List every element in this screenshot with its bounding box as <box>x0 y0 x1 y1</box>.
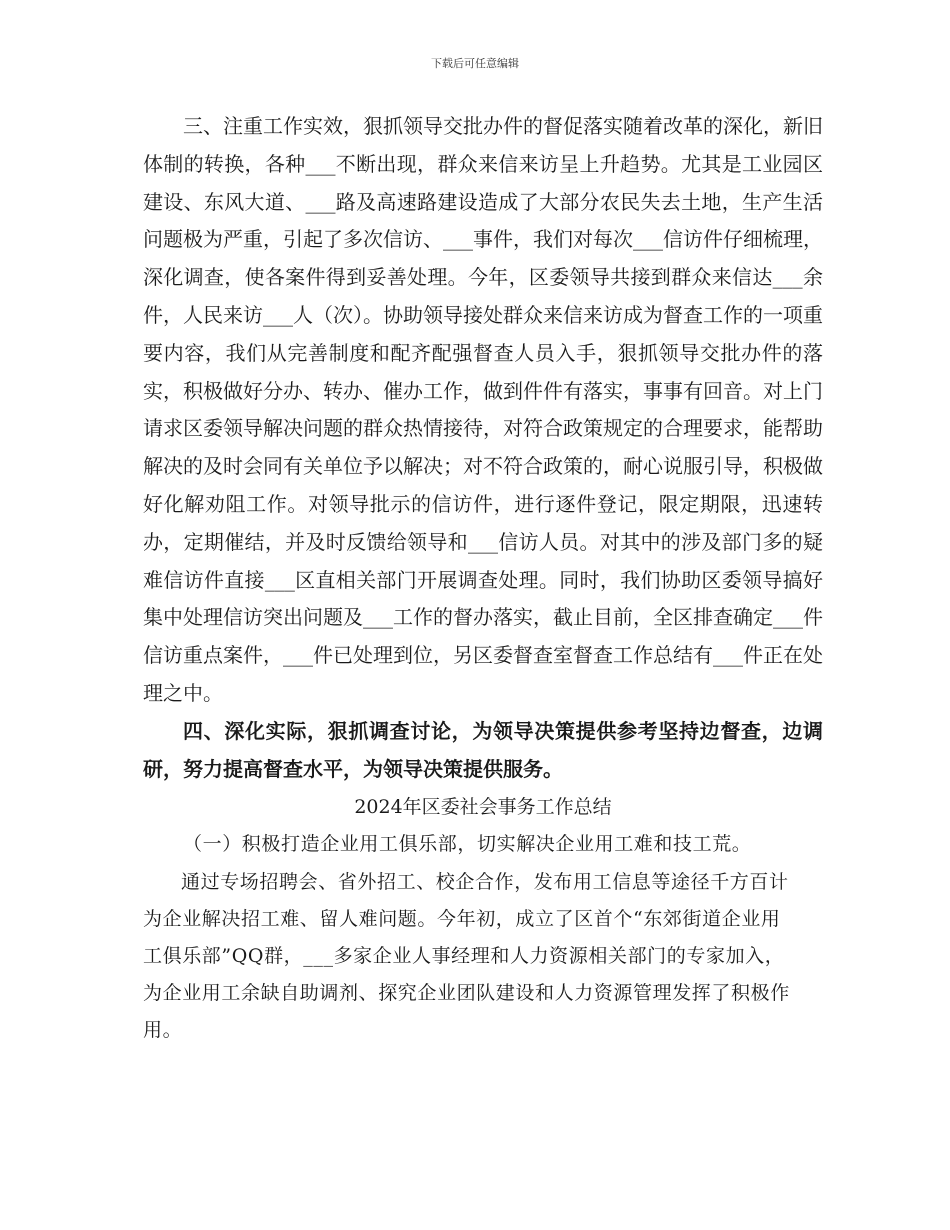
document-body <box>143 108 823 1050</box>
paragraph-employment-club-body: 通过专场招聘会、省外招工、校企合作，发布用工信息等途径千方百计为企业解决招工难、留人难问题。今年初，成立了区首个“东郊街道企业用工俱乐部”QQ群，___多家企业人事经理和人力资源相关部门的专家加入，为企业用工余缺自助调剂、探究企业团队建设和人力资源管理发挥了积极作用。 <box>143 870 790 1042</box>
paragraph-employment-club-heading: （一）积极打造企业用工俱乐部，切实解决企业用工难和技工荒。 <box>183 833 752 856</box>
paragraph-research-heading: 四、深化实际，狠抓调查讨论，为领导决策提供参考坚持边督查，边调研，努力提高督查水平，为领导决策提供服务。 <box>143 718 823 781</box>
page-header: 下载后可任意编辑 <box>431 57 519 70</box>
section-title: 2024年区委社会事务工作总结 <box>354 796 612 819</box>
section-social-affairs <box>143 788 823 1049</box>
paragraph-supervision-letters: 三、注重工作实效，狠抓领导交批办件的督促落实随着改革的深化，新旧体制的转换，各种___不断出现，群众来信来访呈上升趋势。尤其是工业园区建设、东风大道、___路及高速路建设造成了大部分农民失去土地，生产生活问题极为严重，引起了多次信访、___事件，我们对每次___信访件仔细梳理，深化调查，使各案件得到妥善处理。今年，区委领导共接到群众来信达___余件，人民来访___人（次）。协助领导接处群众来信来访成为督查工作的一项重要内容，我们从完善制度和配齐配强督查人员入手，狠抓领导交批办件的落实，积极做好分办、转办、催办工作，做到件件有落实，事事有回音。对上门请求区委领导解决问题的群众热情接待，对符合政策规定的合理要求，能帮助解决的及时会同有关单位予以解决；对不符合政策的，耐心说服引导，积极做好化解劝阻工作。对领导批示的信访件，进行逐件登记，限定期限，迅速转办，定期催结，并及时反馈给领导和___信访人员。对其中的涉及部门多的疑难信访件直接___区直相关部门开展调查处理。同时，我们协助区委领导搞好集中处理信访突出问题及___工作的督办落实，截止目前，全区排查确定___件信访重点案件，___件已处理到位，另区委督查室督查工作总结有___件正在处理之中。 <box>143 114 823 705</box>
